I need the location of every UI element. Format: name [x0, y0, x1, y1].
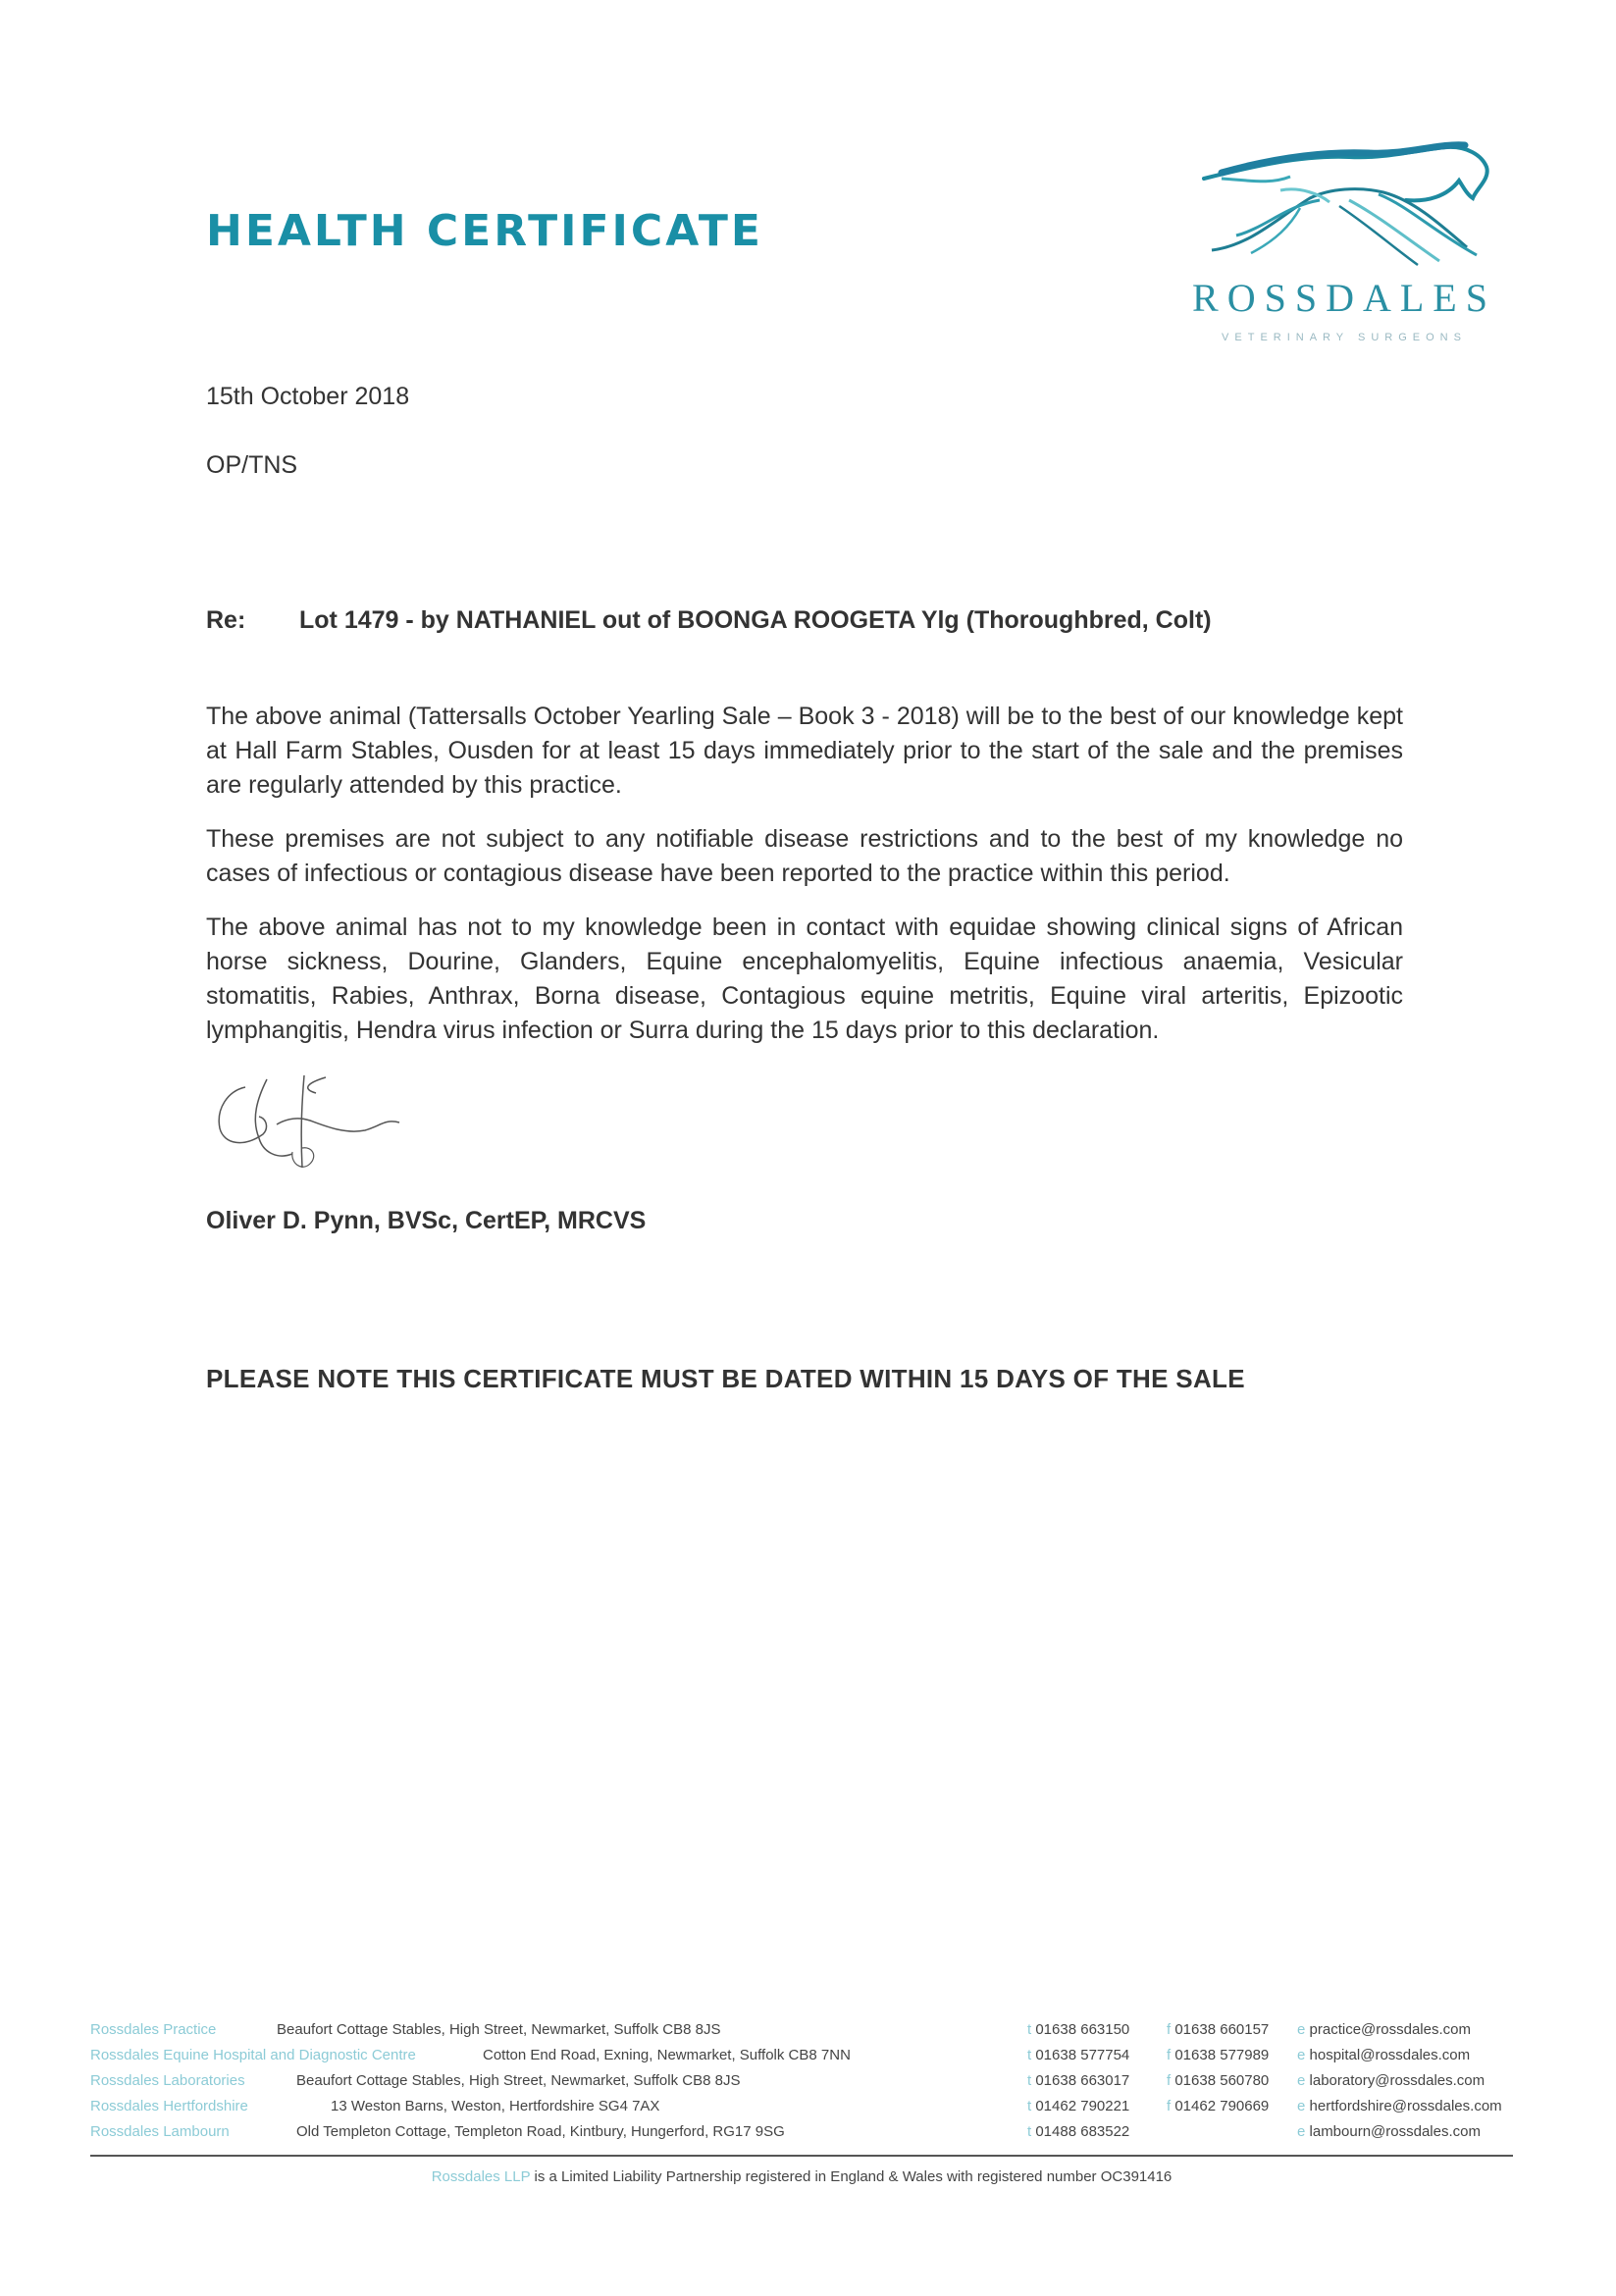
office-phone: 01638 577754	[1035, 2047, 1130, 2063]
office-name: Rossdales Laboratories	[90, 2072, 245, 2089]
llp-name: Rossdales LLP	[431, 2168, 531, 2185]
certificate-note: PLEASE NOTE THIS CERTIFICATE MUST BE DATED WITHIN 15 DAYS OF THE SALE	[206, 1364, 1245, 1393]
footer-office-row: Rossdales Equine Hospital and Diagnostic Centre Cotton End Road, Exning, Newmarket, Suffolk CB8 7NN t 01638 577754 f 01638 577989 e hospital@rossdales.com	[90, 2047, 1471, 2063]
horse-logo-icon	[1182, 137, 1506, 275]
office-phone: 01462 790221	[1035, 2098, 1130, 2114]
office-name: Rossdales Equine Hospital and Diagnostic Centre	[90, 2047, 416, 2063]
office-email[interactable]: practice@rossdales.com	[1309, 2021, 1471, 2038]
body-paragraph: The above animal (Tattersalls October Yearling Sale – Book 3 - 2018) will be to the best of our knowledge kept at Hall Farm Stables, Ousden for at least 15 days immediately prior to the start of the sale and the premises are regularly attended by this practice.	[206, 703, 1403, 799]
rossdales-logo	[1182, 137, 1506, 363]
footer-office-row: Rossdales Hertfordshire 13 Weston Barns, Weston, Hertfordshire SG4 7AX t 01462 790221 f 01462 790669 e hertfordshire@rossdales.com	[90, 2098, 1502, 2114]
office-address: 13 Weston Barns, Weston, Hertfordshire SG4 7AX	[331, 2098, 660, 2114]
letter-reference: OP/TNS	[206, 451, 298, 479]
office-name: Rossdales Lambourn	[90, 2123, 230, 2140]
office-email[interactable]: hospital@rossdales.com	[1309, 2047, 1471, 2063]
signatory-name: Oliver D. Pynn, BVSc, CertEP, MRCVS	[206, 1207, 647, 1234]
office-email[interactable]: lambourn@rossdales.com	[1309, 2123, 1481, 2140]
office-address: Cotton End Road, Exning, Newmarket, Suffolk CB8 7NN	[483, 2047, 851, 2063]
office-address: Beaufort Cottage Stables, High Street, Newmarket, Suffolk CB8 8JS	[296, 2072, 741, 2089]
llp-text: is a Limited Liability Partnership registered in England & Wales with registered number OC391416	[534, 2168, 1173, 2185]
logo-subtitle: VETERINARY SURGEONS	[1222, 332, 1467, 343]
footer-divider	[90, 2155, 1513, 2157]
office-address: Old Templeton Cottage, Templeton Road, Kintbury, Hungerford, RG17 9SG	[296, 2123, 785, 2140]
office-fax: 01638 560780	[1174, 2072, 1270, 2089]
re-label: Re:	[206, 606, 246, 634]
office-email[interactable]: laboratory@rossdales.com	[1309, 2072, 1486, 2089]
office-address: Beaufort Cottage Stables, High Street, Newmarket, Suffolk CB8 8JS	[277, 2021, 721, 2038]
footer-office-row: Rossdales Practice Beaufort Cottage Stables, High Street, Newmarket, Suffolk CB8 8JS t 01638 663150 f 01638 660157 e practice@rossdales.com	[90, 2021, 1471, 2038]
office-name: Rossdales Practice	[90, 2021, 217, 2038]
office-fax: 01638 660157	[1174, 2021, 1270, 2038]
page-title: HEALTH CERTIFICATE	[206, 206, 763, 256]
re-subject: Lot 1479 - by NATHANIEL out of BOONGA ROOGETA Ylg (Thoroughbred, Colt)	[299, 606, 1212, 634]
office-email[interactable]: hertfordshire@rossdales.com	[1309, 2098, 1502, 2114]
body-paragraph: The above animal has not to my knowledge been in contact with equidae showing clinical signs of African horse sickness, Dourine, Glanders, Equine encephalomyelitis, Equine infectious anaemia, Vesicular stomatitis, Rabies, Anthrax, Borna disease, Contagious equine metritis, Equine viral arteritis, Epizootic lymphangitis, Hendra virus infection or Surra during the 15 days prior to this declaration.	[206, 913, 1403, 1044]
office-phone: 01638 663150	[1035, 2021, 1130, 2038]
footer	[90, 2021, 1542, 2185]
logo-wordmark: ROSSDALES	[1192, 276, 1496, 320]
handwritten-signature	[208, 1070, 443, 1177]
office-phone: 01488 683522	[1035, 2123, 1130, 2140]
office-fax: 01638 577989	[1174, 2047, 1270, 2063]
office-name: Rossdales Hertfordshire	[90, 2098, 248, 2114]
body-paragraph: These premises are not subject to any notifiable disease restrictions and to the best of my knowledge no cases of infectious or contagious disease have been reported to the practice within this period.	[206, 825, 1403, 887]
footer-office-row: Rossdales Laboratories Beaufort Cottage Stables, High Street, Newmarket, Suffolk CB8 8JS t 01638 663017 f 01638 560780 e laboratory@rossdales.com	[90, 2072, 1486, 2089]
office-phone: 01638 663017	[1035, 2072, 1130, 2089]
llp-statement	[90, 2168, 1513, 2185]
letter-date: 15th October 2018	[206, 383, 410, 410]
office-fax: 01462 790669	[1174, 2098, 1270, 2114]
footer-office-row: Rossdales Lambourn Old Templeton Cottage, Templeton Road, Kintbury, Hungerford, RG17 9SG t 01488 683522 e lambourn@rossdales.com	[90, 2123, 1481, 2140]
